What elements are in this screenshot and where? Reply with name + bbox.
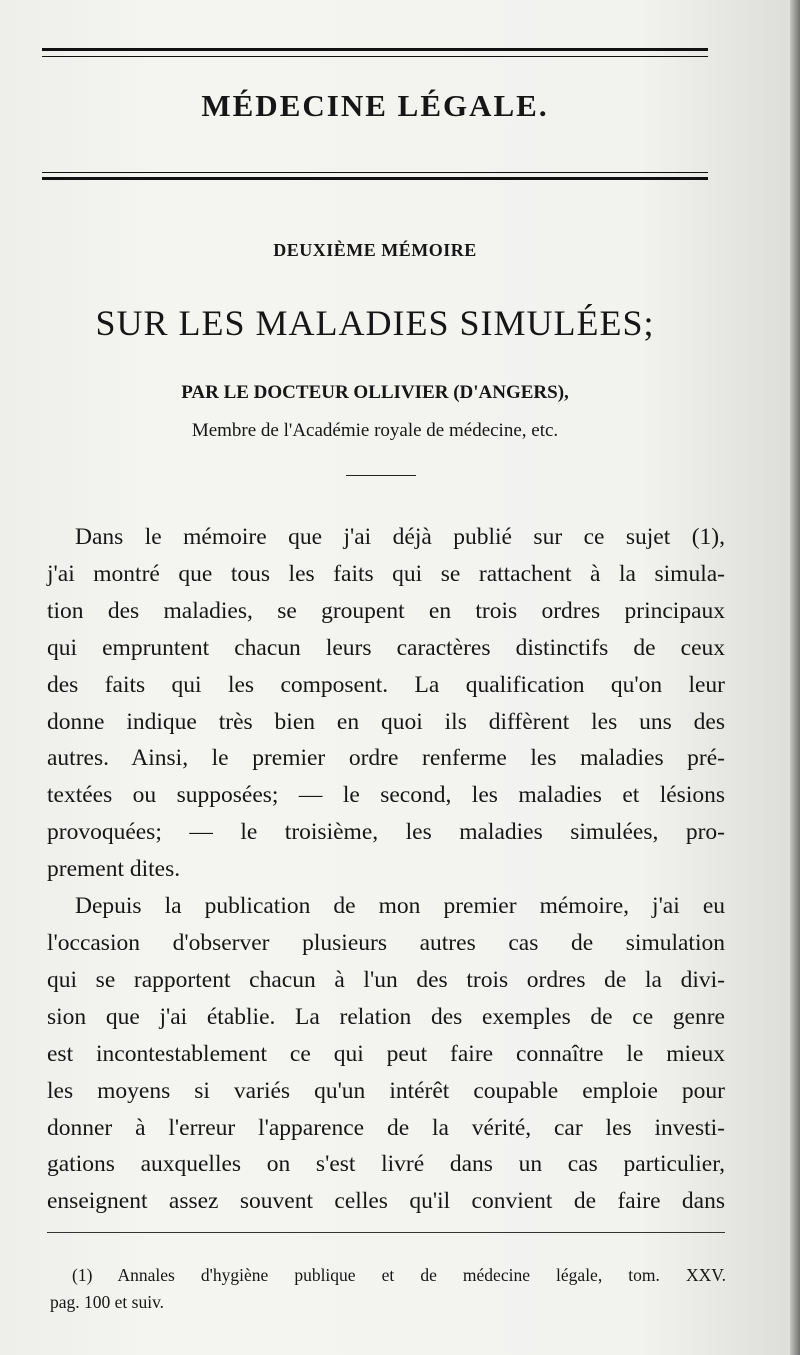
title-separator: [346, 475, 416, 476]
text-line: autres. Ainsi, le premier ordre renferme les maladies pré-: [47, 745, 725, 772]
article-title: SUR LES MALADIES SIMULÉES;: [95, 303, 655, 343]
text-line: les moyens si variés qu'un intérêt coupable emploie pour: [47, 1077, 725, 1104]
article-body: [47, 519, 725, 1220]
bottom-double-rule-thick: [42, 177, 708, 180]
text-line: enseignent assez souvent celles qu'il convient de faire dans: [47, 1188, 725, 1215]
text-line: est incontestablement ce qui peut faire connaître le mieux: [47, 1040, 725, 1067]
section-title: MÉDECINE LÉGALE.: [201, 88, 549, 123]
author-affiliation: Membre de l'Académie royale de médecine, etc.: [191, 420, 559, 441]
text-line: sion que j'ai établie. La relation des exemples de ce genre: [47, 1003, 725, 1030]
footnote: [50, 1262, 726, 1316]
author-byline: PAR LE DOCTEUR OLLIVIER (D'ANGERS),: [181, 382, 569, 403]
text-line: tion des maladies, se groupent en trois ordres principaux: [47, 597, 725, 624]
top-double-rule-thin: [42, 56, 708, 57]
text-line: qui se rapportent chacun à l'un des trois ordres de la divi-: [47, 966, 725, 993]
footnote-line: (1) Annales d'hygiène publique et de médecine légale, tom. XXV.: [72, 1265, 726, 1285]
text-line: textées ou supposées; — le second, les maladies et lésions: [47, 782, 725, 809]
text-line: donne indique très bien en quoi ils diffèrent les uns des: [47, 708, 725, 735]
text-line: gations auxquelles on s'est livré dans un cas particulier,: [47, 1151, 725, 1178]
bottom-double-rule-thin: [42, 172, 708, 173]
paragraph-1: [47, 519, 725, 888]
memoir-label: DEUXIÈME MÉMOIRE: [273, 240, 477, 260]
text-line: Dans le mémoire que j'ai déjà publié sur ce sujet (1),: [75, 524, 725, 550]
text-line: qui empruntent chacun leurs caractères distinctifs de ceux: [47, 634, 725, 661]
footnote-line: pag. 100 et suiv.: [50, 1292, 165, 1312]
text-line: Depuis la publication de mon premier mémoire, j'ai eu: [75, 893, 725, 920]
text-line: l'occasion d'observer plusieurs autres cas de simulation: [47, 929, 725, 956]
top-double-rule-thick: [42, 48, 708, 51]
text-line: donner à l'erreur l'apparence de la vérité, car les investi-: [47, 1114, 725, 1141]
paragraph-2: [47, 888, 725, 1220]
footnote-separator: [47, 1232, 725, 1233]
text-line: provoquées; — le troisième, les maladies simulées, pro-: [47, 819, 725, 846]
text-line: prement dites.: [47, 856, 181, 883]
bleed-through-header: [560, 12, 790, 42]
text-line: j'ai montré que tous les faits qui se rattachent à la simula-: [47, 560, 725, 587]
text-line: des faits qui les composent. La qualification qu'on leur: [47, 671, 725, 698]
